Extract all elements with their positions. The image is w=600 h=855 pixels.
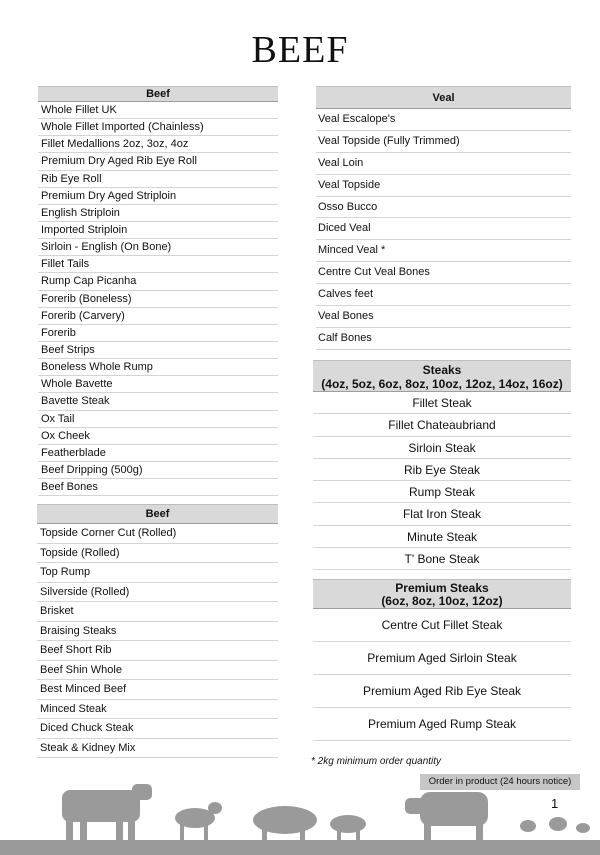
list-item-label: Veal Topside (Fully Trimmed)	[318, 134, 460, 147]
list-item-label: Rib Eye Roll	[41, 172, 102, 185]
list-item	[38, 102, 278, 119]
list-item	[316, 131, 571, 153]
list-item	[37, 739, 278, 759]
list-item	[316, 153, 571, 175]
list-item-label: Veal Escalope's	[318, 113, 396, 125]
premium-steaks-rows	[313, 609, 571, 741]
list-item-label: T' Bone Steak	[404, 552, 480, 567]
list-item	[316, 218, 571, 240]
premium-steaks-header-title: Premium Steaks	[395, 581, 489, 595]
list-item	[38, 188, 278, 205]
steaks-table	[313, 360, 571, 570]
beef-joints-rows	[37, 524, 278, 758]
list-item	[313, 675, 571, 708]
page-number: 1	[551, 796, 559, 811]
list-item	[316, 284, 571, 306]
list-item	[316, 197, 571, 219]
list-item	[38, 239, 278, 256]
list-item-label: Veal Topside	[318, 178, 381, 191]
list-item	[38, 308, 278, 325]
list-item	[37, 583, 278, 603]
list-item	[38, 342, 278, 359]
list-item-label: Featherblade	[41, 446, 106, 459]
list-item-label: Fillet Medallions 2oz, 3oz, 4oz	[41, 138, 189, 151]
list-item-label: Fillet Steak	[412, 396, 472, 410]
cow-left-icon	[62, 784, 152, 842]
list-item	[38, 325, 278, 342]
list-item-label: Whole Bavette	[41, 378, 113, 391]
premium-steaks-table	[313, 579, 571, 741]
beef-joints-header: Beef	[37, 504, 278, 524]
list-item	[37, 680, 278, 700]
list-item-label: Topside Corner Cut (Rolled)	[40, 527, 177, 539]
list-item	[38, 291, 278, 308]
list-item-label: Forerib (Carvery)	[41, 309, 125, 322]
list-item	[313, 414, 571, 436]
list-item-label: Premium Aged Rib Eye Steak	[362, 684, 522, 698]
list-item	[313, 481, 571, 503]
list-item-label: Minced Steak	[40, 702, 107, 715]
list-item	[38, 479, 278, 496]
pig-icon	[253, 806, 317, 841]
list-item	[313, 503, 571, 525]
list-item	[38, 411, 278, 428]
list-item-label: Diced Veal	[318, 222, 371, 235]
list-item-label: Osso Bucco	[318, 200, 378, 213]
list-item	[38, 393, 278, 410]
list-item	[38, 273, 278, 290]
list-item-label: Centre Cut Fillet Steak	[381, 618, 503, 632]
list-item-label: Beef Shin Whole	[40, 663, 122, 676]
beef-cuts-table	[38, 86, 278, 496]
list-item	[313, 548, 571, 570]
list-item-label: Forerib	[41, 326, 76, 339]
list-item	[313, 526, 571, 548]
list-item	[316, 306, 571, 328]
list-item-label: Sirloin - English (On Bone)	[41, 241, 172, 254]
list-item-label: Calves feet	[318, 288, 374, 301]
list-item	[37, 524, 278, 544]
list-item	[38, 119, 278, 136]
list-item-label: Whole Fillet UK	[41, 104, 117, 116]
list-item-label: Beef Short Rib	[40, 644, 112, 656]
steaks-header-title: Steaks	[422, 363, 462, 377]
list-item-label: Beef Dripping (500g)	[41, 463, 143, 476]
list-item	[38, 376, 278, 393]
list-item	[313, 609, 571, 642]
list-item-label: Brisket	[40, 605, 74, 617]
list-item-label: Fillet Chateaubriand	[388, 418, 496, 433]
list-item-label: Diced Chuck Steak	[40, 722, 134, 734]
lamb-icon	[175, 802, 222, 840]
list-item-label: Ox Cheek	[41, 429, 90, 442]
beef-cuts-header: Beef	[38, 86, 278, 102]
list-item-label: Centre Cut Veal Bones	[318, 266, 430, 279]
beef-cuts-rows	[38, 102, 278, 496]
list-item	[316, 175, 571, 197]
list-item-label: Bavette Steak	[41, 395, 110, 408]
list-item-label: Beef Bones	[41, 481, 98, 494]
list-item-label: Fillet Tails	[41, 258, 90, 271]
list-item	[316, 328, 571, 350]
list-item-label: Veal Loin	[318, 156, 364, 169]
list-item	[37, 661, 278, 681]
list-item	[38, 359, 278, 376]
list-item	[37, 563, 278, 583]
footnote: * 2kg minimum order quantity	[311, 756, 442, 767]
list-item-label: Rib Eye Steak	[403, 462, 481, 477]
list-item	[37, 641, 278, 661]
list-item	[316, 109, 571, 131]
list-item	[313, 708, 571, 741]
veal-header: Veal	[316, 86, 571, 109]
list-item	[37, 700, 278, 720]
list-item-label: Beef Strips	[41, 343, 95, 356]
list-item	[313, 437, 571, 459]
list-item-label: Premium Dry Aged Rib Eye Roll	[41, 155, 197, 168]
list-item-label: Premium Aged Sirloin Steak	[367, 651, 517, 665]
list-item	[313, 459, 571, 481]
page-title: BEEF	[251, 29, 349, 71]
list-item	[38, 222, 278, 239]
list-item-label: Topside (Rolled)	[40, 546, 120, 559]
list-item-label: Calf Bones	[318, 331, 372, 344]
list-item-label: Sirloin Steak	[408, 440, 476, 455]
veal-rows	[316, 109, 571, 350]
veal-table	[316, 86, 571, 350]
list-item	[38, 153, 278, 170]
beef-joints-table	[37, 504, 278, 758]
cow-right-icon	[405, 792, 488, 842]
list-item	[37, 622, 278, 642]
list-item-label: Premium Aged Rump Steak	[367, 717, 517, 731]
premium-steaks-header-sizes: (6oz, 8oz, 10oz, 12oz)	[381, 594, 503, 608]
list-item	[37, 544, 278, 564]
list-item-label: Steak & Kidney Mix	[40, 741, 136, 754]
list-item	[316, 240, 571, 262]
list-item-label: Best Minced Beef	[40, 683, 127, 695]
list-item-label: Rump Steak	[408, 485, 476, 500]
order-notice-badge: Order in product (24 hours notice)	[420, 774, 580, 790]
list-item	[38, 428, 278, 445]
list-item-label: Veal Bones	[318, 310, 374, 323]
grass-strip	[0, 840, 600, 855]
piglet-icon	[330, 815, 366, 840]
list-item-label: English Striploin	[41, 206, 120, 219]
list-item-label: Minute Steak	[406, 529, 478, 544]
list-item-label: Premium Dry Aged Striploin	[41, 189, 177, 202]
list-item	[316, 262, 571, 284]
list-item	[313, 642, 571, 675]
list-item-label: Silverside (Rolled)	[40, 585, 130, 598]
list-item	[37, 602, 278, 622]
list-item-label: Boneless Whole Rump	[41, 361, 153, 374]
premium-steaks-header	[313, 579, 571, 609]
hen-icon	[520, 817, 590, 833]
list-item	[38, 462, 278, 479]
list-item	[38, 136, 278, 153]
list-item	[38, 256, 278, 273]
steaks-rows	[313, 392, 571, 570]
list-item-label: Braising Steaks	[40, 624, 117, 637]
list-item	[37, 719, 278, 739]
steaks-header-sizes: (4oz, 5oz, 6oz, 8oz, 10oz, 12oz, 14oz, 16oz)	[321, 377, 563, 391]
list-item	[38, 205, 278, 222]
list-item-label: Ox Tail	[41, 412, 75, 425]
list-item	[38, 171, 278, 188]
steaks-header	[313, 360, 571, 392]
list-item	[38, 445, 278, 462]
list-item-label: Flat Iron Steak	[402, 507, 482, 522]
list-item-label: Imported Striploin	[41, 223, 128, 236]
list-item	[313, 392, 571, 414]
list-item-label: Rump Cap Picanha	[41, 275, 137, 288]
list-item-label: Minced Veal *	[318, 244, 386, 257]
list-item-label: Forerib (Boneless)	[41, 292, 132, 305]
list-item-label: Top Rump	[40, 566, 91, 578]
list-item-label: Whole Fillet Imported (Chainless)	[41, 121, 204, 134]
